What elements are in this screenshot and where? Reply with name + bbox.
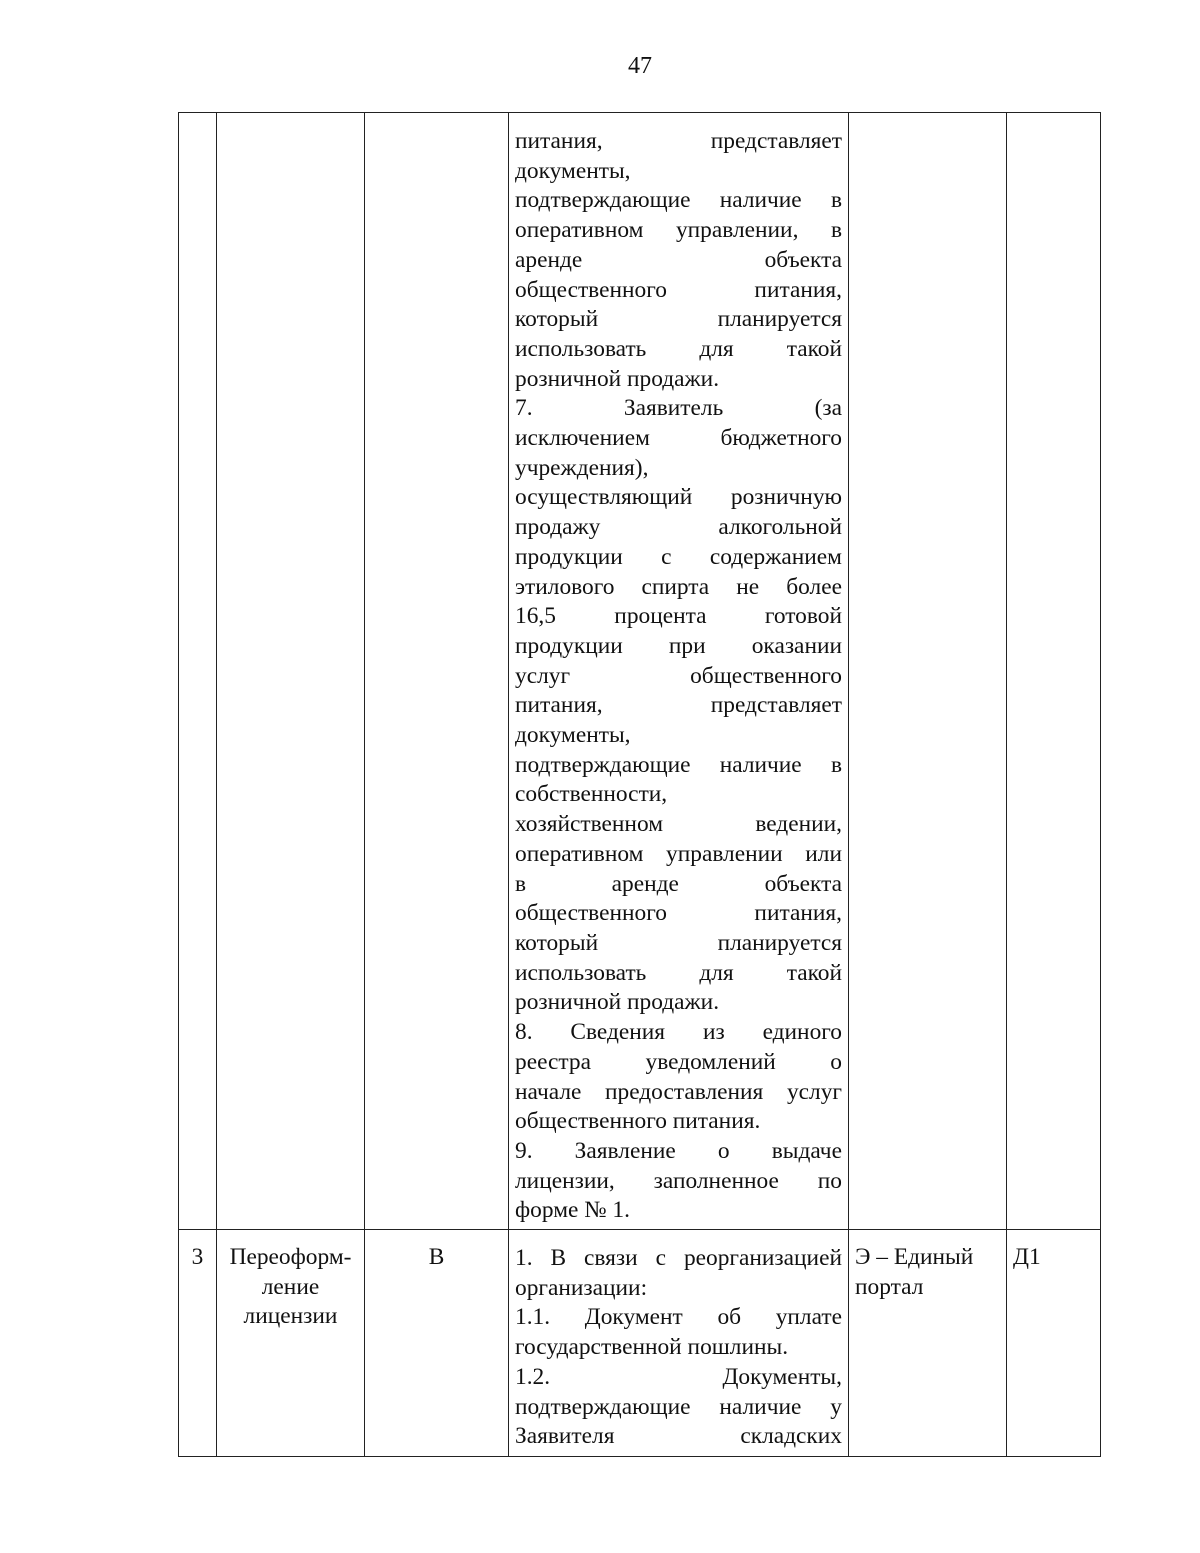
requirements-word: питания, (515, 128, 603, 154)
requirements-line (515, 632, 842, 662)
requirements-word: В (550, 1245, 567, 1271)
cell-number (179, 113, 217, 1230)
requirements-line (515, 157, 842, 187)
requirements-line (515, 1333, 842, 1363)
requirements-word: организации: (515, 1274, 648, 1301)
requirements-line (515, 662, 842, 692)
requirements-word: предоставления (605, 1078, 764, 1105)
requirements-line (515, 1393, 842, 1423)
requirements-line (515, 1274, 842, 1304)
requirements-word: использовать (515, 335, 647, 362)
requirements-word: питания, (754, 900, 842, 927)
cell-deadline (1007, 113, 1101, 1230)
requirements-line (515, 840, 842, 870)
requirements-line (515, 513, 842, 543)
row-number: 3 (191, 1244, 204, 1270)
requirements-line (515, 1048, 842, 1078)
requirements-word: содержанием (709, 543, 842, 570)
service-name (217, 1230, 364, 1332)
requirements-word: бюджетного (720, 425, 842, 452)
requirements-word: процента (614, 603, 707, 630)
requirements-text (509, 1230, 848, 1452)
requirements-word: оказании (751, 632, 842, 659)
requirements-word: этилового (515, 573, 615, 600)
requirements-word: форме № 1. (515, 1197, 630, 1224)
requirements-word: Заявление (574, 1137, 676, 1164)
requirements-word: планируется (717, 929, 842, 956)
license-requirements-table (178, 112, 1101, 1457)
requirements-line (515, 246, 842, 276)
requirements-word: для (699, 335, 734, 362)
table-row-continuation (179, 113, 1101, 1230)
submission-channel (849, 1230, 1006, 1302)
requirements-word: у (830, 1393, 842, 1420)
requirements-word: выдаче (771, 1137, 842, 1164)
requirements-word: с (655, 1245, 666, 1271)
requirements-word: продукции (515, 543, 623, 570)
requirements-line (515, 602, 842, 632)
requirements-word: аренде (515, 246, 583, 273)
requirements-word: подтверждающие (515, 187, 691, 214)
requirements-line (515, 751, 842, 781)
requirements-line (515, 988, 842, 1018)
cell-requirements (509, 1230, 849, 1457)
requirements-line (515, 1137, 842, 1167)
requirements-line (515, 454, 842, 484)
requirements-word: услуг (515, 662, 571, 689)
requirements-line (515, 365, 842, 395)
requirements-word: использовать (515, 959, 647, 986)
requirements-word: розничную (730, 484, 842, 511)
requirements-word: подтверждающие (515, 751, 691, 778)
requirements-word: собственности, (515, 781, 668, 808)
requirements-word: из (702, 1019, 725, 1046)
requirements-line (515, 543, 842, 573)
cell-deadline (1007, 1230, 1101, 1457)
requirements-word: 8. (515, 1019, 533, 1046)
requirements-word: уведомлений (645, 1048, 776, 1075)
requirements-line (515, 1244, 842, 1274)
requirements-word: более (786, 573, 842, 600)
requirements-word: Документы, (722, 1363, 842, 1390)
requirements-word: спирта (641, 573, 710, 600)
requirements-line (515, 305, 842, 335)
requirements-word: наличие (719, 751, 802, 778)
requirements-word: Заявителя (515, 1423, 615, 1450)
requirements-word: единого (762, 1019, 842, 1046)
cell-service-name (217, 1230, 365, 1457)
requirements-word: о (830, 1048, 842, 1075)
requirements-line (515, 810, 842, 840)
requirements-line (515, 691, 842, 721)
requirements-word: исключением (515, 425, 650, 452)
requirements-line (515, 335, 842, 365)
requirements-word: связи (584, 1245, 638, 1271)
requirements-word: алкогольной (718, 514, 842, 541)
requirements-word: 1.2. (515, 1363, 551, 1390)
requirements-word: в (830, 751, 842, 778)
requirements-word: для (699, 959, 734, 986)
channel-line: портал (855, 1273, 924, 1300)
requirements-line (515, 721, 842, 751)
service-name-line: ление (261, 1273, 320, 1300)
cell-service-name (217, 113, 365, 1230)
requirements-line (515, 959, 842, 989)
requirements-word: продажу (515, 514, 601, 541)
requirements-word: управлении (666, 840, 783, 867)
requirements-line (515, 276, 842, 306)
requirements-word: или (805, 840, 842, 867)
requirements-word: готовой (764, 603, 842, 630)
requirements-word: документы, (515, 157, 631, 184)
requirements-word: (за (814, 395, 842, 422)
requirements-word: питания, (754, 276, 842, 303)
requirements-word: складских (740, 1423, 842, 1450)
requirements-word: Заявитель (623, 395, 724, 422)
requirements-word: 1.1. (515, 1304, 551, 1331)
requirements-line (515, 899, 842, 929)
requirements-word: наличие (719, 187, 802, 214)
requirements-word: 16,5 (515, 603, 556, 630)
requirements-text (509, 113, 848, 1226)
requirements-line (515, 1167, 842, 1197)
requirements-word: 9. (515, 1137, 533, 1164)
requirements-word: подтверждающие (515, 1393, 691, 1420)
requirements-line (515, 780, 842, 810)
requirements-word: Сведения (570, 1019, 666, 1046)
cell-category (365, 1230, 509, 1457)
requirements-line (515, 127, 842, 157)
requirements-word: в (830, 187, 842, 214)
cell-number (179, 1230, 217, 1457)
requirements-word: Документ (584, 1304, 683, 1331)
requirements-word: розничной продажи. (515, 365, 720, 392)
requirements-line (515, 1196, 842, 1226)
requirements-line (515, 394, 842, 424)
requirements-word: о (717, 1137, 730, 1164)
requirements-word: продукции (515, 632, 623, 659)
service-name-line: лицензии (243, 1303, 338, 1330)
page-number: 47 (628, 53, 652, 79)
requirements-word: розничной продажи. (515, 989, 720, 1016)
requirements-word: ведении, (755, 811, 842, 838)
requirements-word: осуществляющий (515, 484, 693, 511)
requirements-word: объекта (764, 870, 842, 897)
requirements-word: представляет (710, 692, 842, 719)
requirements-word: общественного (690, 662, 842, 689)
requirements-word: представляет (710, 128, 842, 154)
channel-line: Э – Единый (855, 1244, 974, 1270)
requirements-line (515, 1303, 842, 1333)
requirements-line (515, 424, 842, 454)
requirements-word: уплате (775, 1304, 842, 1331)
requirements-word: с (661, 543, 672, 570)
requirements-line (515, 573, 842, 603)
requirements-word: хозяйственном (515, 811, 663, 838)
requirements-word: питания, (515, 692, 603, 719)
requirements-word: при (668, 632, 706, 659)
requirements-word: государственной пошлины. (515, 1334, 789, 1361)
requirements-line (515, 186, 842, 216)
requirements-word: оперативном (515, 840, 644, 867)
requirements-word: не (736, 573, 760, 600)
requirements-line (515, 1363, 842, 1393)
requirements-word: реорганизацией (683, 1245, 842, 1271)
requirements-word: оперативном (515, 217, 644, 244)
requirements-line (515, 1078, 842, 1108)
requirements-line (515, 1018, 842, 1048)
requirements-word: услуг (786, 1078, 842, 1105)
requirements-word: общественного (515, 276, 667, 303)
service-name-line: Переоформ- (229, 1244, 352, 1270)
cell-channel (849, 113, 1007, 1230)
requirements-word: 1. (515, 1245, 533, 1271)
requirements-word: аренде (611, 870, 679, 897)
requirements-word: общественного питания. (515, 1108, 761, 1135)
requirements-word: реестра (515, 1048, 592, 1075)
requirements-word: объекта (764, 246, 842, 273)
requirements-word: об (717, 1304, 742, 1331)
requirements-word: такой (786, 335, 842, 362)
requirements-word: который (515, 306, 599, 333)
requirements-word: который (515, 929, 599, 956)
requirements-word: в (515, 870, 527, 897)
category-code: В (428, 1244, 445, 1270)
deadline-code: Д1 (1013, 1244, 1041, 1270)
cell-requirements (509, 113, 849, 1230)
requirements-word: наличие (719, 1393, 802, 1420)
requirements-word: документы, (515, 722, 631, 749)
requirements-word: лицензии, (515, 1167, 615, 1194)
requirements-line (515, 1107, 842, 1137)
requirements-line (515, 929, 842, 959)
requirements-word: такой (786, 959, 842, 986)
requirements-word: планируется (717, 306, 842, 333)
cell-channel (849, 1230, 1007, 1457)
requirements-line (515, 216, 842, 246)
cell-category (365, 113, 509, 1230)
requirements-word: учреждения), (515, 454, 649, 481)
requirements-word: 7. (515, 395, 533, 422)
requirements-word: общественного (515, 900, 667, 927)
requirements-word: управлении, (675, 217, 799, 244)
table-row-3 (179, 1230, 1101, 1457)
requirements-word: начале (515, 1078, 582, 1105)
requirements-word: в (830, 217, 842, 244)
requirements-word: по (817, 1167, 842, 1194)
requirements-line (515, 483, 842, 513)
requirements-line (515, 870, 842, 900)
requirements-word: заполненное (653, 1167, 779, 1194)
requirements-line (515, 1422, 842, 1452)
